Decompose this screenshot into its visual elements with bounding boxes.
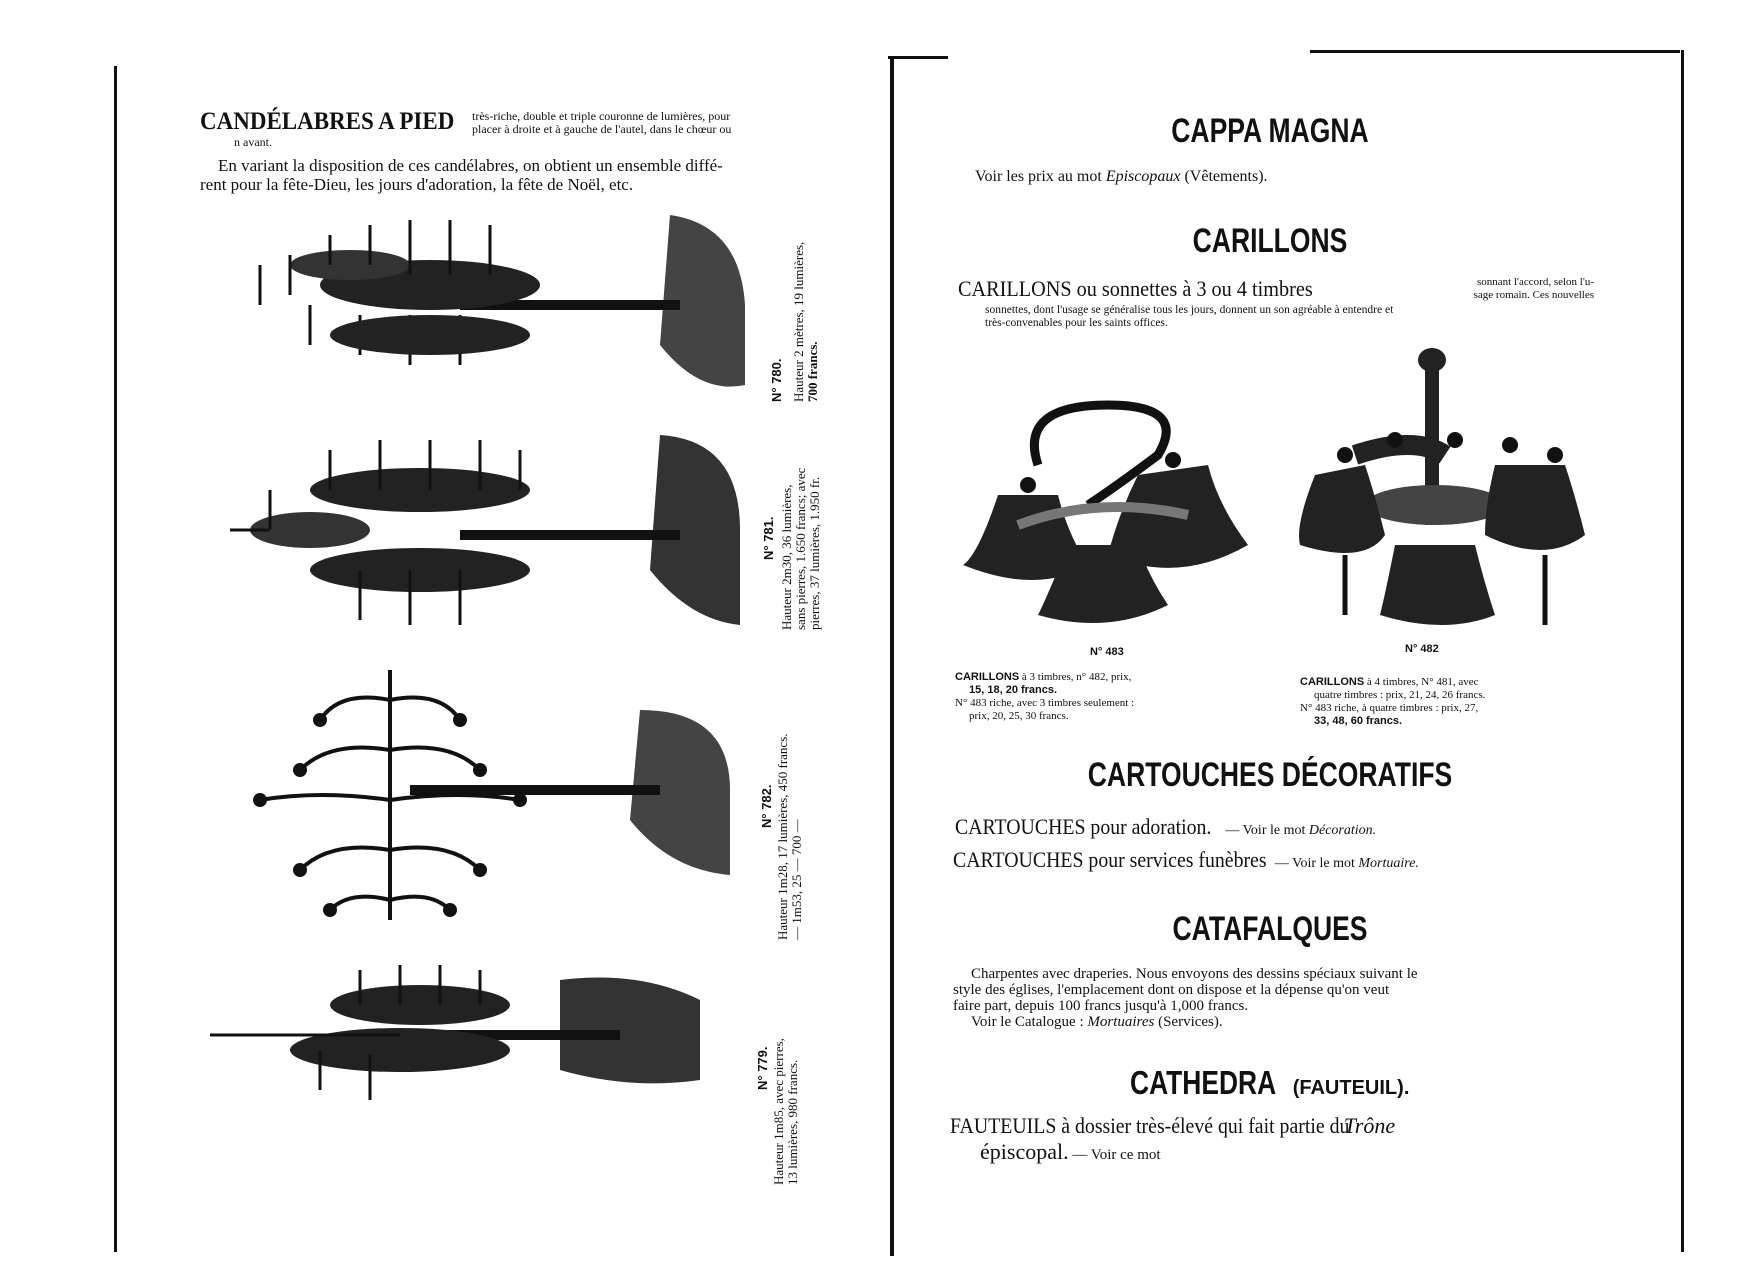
figure-482-label: N° 482 xyxy=(1405,643,1439,655)
item-782-caption-text xyxy=(776,733,804,940)
caption-right-lead: CARILLONS xyxy=(1300,676,1365,688)
catafalques-ref-suffix: (Services). xyxy=(1154,1014,1223,1030)
item-782-line: — 1m53, 25 — 700 — xyxy=(789,819,804,940)
cappa-magna-heading: CAPPA MAGNA xyxy=(1171,112,1369,150)
cartouches-line-1 xyxy=(955,814,1376,840)
fauteuils-italic: Trône xyxy=(1343,1113,1396,1138)
item-782-number: N° 782. xyxy=(759,784,774,828)
catafalques-line: faire part, depuis 100 francs jusqu'à 1,000 francs. xyxy=(953,998,1249,1014)
caption-left-lead: CARILLONS xyxy=(955,671,1020,683)
caption-left-line: N° 483 riche, avec 3 timbres seulement : xyxy=(955,697,1135,709)
right-page-edge xyxy=(1681,50,1684,1252)
candelabra-782-illustration xyxy=(240,660,740,930)
catafalques-line: style des églises, l'emplacement dont on dispose et la dépense qu'on veut xyxy=(953,982,1390,998)
cappa-text-prefix: Voir les prix au mot xyxy=(975,168,1106,185)
candelabres-desc xyxy=(472,110,842,136)
candelabres-desc-line: très-riche, double et triple couronne de lumières, pour xyxy=(472,109,731,123)
binding-rule-top xyxy=(888,56,948,59)
item-782-caption xyxy=(760,784,774,828)
catafalques-line: Charpentes avec draperies. Nous envoyons des dessins spéciaux suivant le xyxy=(971,966,1418,982)
cartouches-2-ref-italic: Mortuaire. xyxy=(1358,856,1419,871)
catafalques-ref-prefix: Voir le Catalogue : xyxy=(971,1014,1088,1030)
cartouches-heading: CARTOUCHES DÉCORATIFS xyxy=(1087,756,1453,794)
carillons-text-line: sonnettes, dont l'usage se généralise tous les jours, donnent un son agréable à entendre et xyxy=(985,304,1394,316)
item-781-line: pierres, 37 lumières, 1.950 fr. xyxy=(807,476,822,630)
caption-right-line: quatre timbres : prix, 21, 24, 26 francs. xyxy=(1314,689,1486,701)
cathedra-subtitle: (FAUTEUIL). xyxy=(1292,1077,1410,1099)
fauteuils-lead: FAUTEUILS à dossier très-élevé qui fait partie du xyxy=(950,1113,1350,1138)
fauteuils-line-2: épiscopal. xyxy=(980,1139,1069,1164)
candelabra-781-illustration xyxy=(210,430,750,630)
cartouches-1-ref-italic: Décoration. xyxy=(1308,823,1377,838)
caption-left xyxy=(955,671,1255,723)
caption-right xyxy=(1300,676,1600,728)
carillons-text-line: très-convenables pour les saints offices. xyxy=(985,317,1168,329)
carillons-heading: CARILLONS xyxy=(1192,222,1348,260)
item-781-caption-text xyxy=(780,468,822,630)
cartouches-2-lead: CARTOUCHES pour services funèbres xyxy=(953,847,1267,872)
carillons-lead-side-line: sage romain. Ces nouvelles xyxy=(1473,289,1594,301)
carillon-483-illustration xyxy=(958,395,1258,635)
caption-left-text: à 3 timbres, n° 482, prix, xyxy=(1019,671,1132,683)
cappa-text-suffix: (Vêtements). xyxy=(1180,168,1268,185)
candelabres-title: CANDÉLABRES A PIED xyxy=(200,108,455,135)
item-779-line: Hauteur 1m85, avec pierres, xyxy=(771,1038,786,1185)
cartouches-2-ref: — Voir le mot xyxy=(1271,856,1359,871)
top-right-rule xyxy=(1310,50,1680,53)
carillons-lead-side xyxy=(1414,276,1594,302)
candelabra-779-illustration xyxy=(200,960,720,1130)
carillons-lead: CARILLONS ou sonnettes à 3 ou 4 timbres xyxy=(958,276,1313,301)
candelabres-desc-line: placer à droite et à gauche de l'autel, dans le chœur ou xyxy=(472,122,732,136)
item-781-line: sans pierres, 1.650 francs; avec xyxy=(793,467,808,630)
caption-right-text: à 4 timbres, N° 481, avec xyxy=(1364,676,1479,688)
cathedra-title: CATHEDRA xyxy=(1130,1064,1277,1101)
item-780-number: N° 780. xyxy=(769,358,784,402)
item-780-line: 700 francs. xyxy=(805,341,820,402)
cartouches-line-2 xyxy=(953,847,1419,873)
carillons-lead-side-line: sonnant l'accord, selon l'u- xyxy=(1477,276,1594,288)
item-780-caption-text xyxy=(792,242,820,402)
catafalques-ref-italic: Mortuaires xyxy=(1087,1014,1155,1030)
cappa-magna-text xyxy=(975,167,1268,186)
item-781-number: N° 781. xyxy=(761,516,776,560)
catafalques-ref xyxy=(953,1014,1598,1030)
item-781-line: Hauteur 2m30, 36 lumières, xyxy=(779,484,794,630)
caption-right-line: N° 483 riche, à quatre timbres : prix, 27, xyxy=(1300,702,1479,714)
intro-line: rent pour la fête-Dieu, les jours d'adoration, la fête de Noël, etc. xyxy=(200,175,634,194)
item-779-caption xyxy=(756,1046,770,1090)
item-779-number: N° 779. xyxy=(755,1046,770,1090)
catafalques-text xyxy=(953,966,1598,1030)
candelabra-780-illustration xyxy=(230,205,750,405)
item-780-caption xyxy=(770,358,784,402)
cartouches-1-lead: CARTOUCHES pour adoration. xyxy=(955,814,1212,839)
cartouches-1-ref: — Voir le mot xyxy=(1221,823,1309,838)
fauteuils-ref: — Voir ce mot xyxy=(1068,1147,1161,1163)
figure-483-label: N° 483 xyxy=(1090,646,1124,658)
item-780-line: Hauteur 2 mètres, 19 lumières, xyxy=(791,241,806,402)
item-779-line: 13 lumières, 980 francs. xyxy=(785,1059,800,1185)
caption-right-prices: 33, 48, 60 francs. xyxy=(1314,715,1403,727)
intro-line: En variant la disposition de ces candélabres, on obtient un ensemble diffé- xyxy=(218,156,723,175)
item-782-line: Hauteur 1m28, 17 lumières, 450 francs. xyxy=(775,733,790,940)
cappa-text-italic: Episcopaux xyxy=(1105,168,1181,185)
candelabres-desc-line: n avant. xyxy=(234,135,272,149)
candelabres-intro xyxy=(200,156,840,194)
caption-left-line: prix, 20, 25, 30 francs. xyxy=(969,710,1069,722)
item-779-caption-text xyxy=(772,1038,800,1185)
binding-rule xyxy=(890,56,894,1256)
fauteuils-text xyxy=(950,1113,1610,1165)
left-page-edge xyxy=(114,66,117,1252)
cathedra-heading xyxy=(1130,1064,1409,1102)
caption-left-prices: 15, 18, 20 francs. xyxy=(969,684,1058,696)
catafalques-heading: CATAFALQUES xyxy=(1172,910,1368,948)
carillon-482-illustration xyxy=(1295,345,1595,635)
carillons-text xyxy=(985,304,1595,330)
item-781-caption xyxy=(762,516,776,560)
